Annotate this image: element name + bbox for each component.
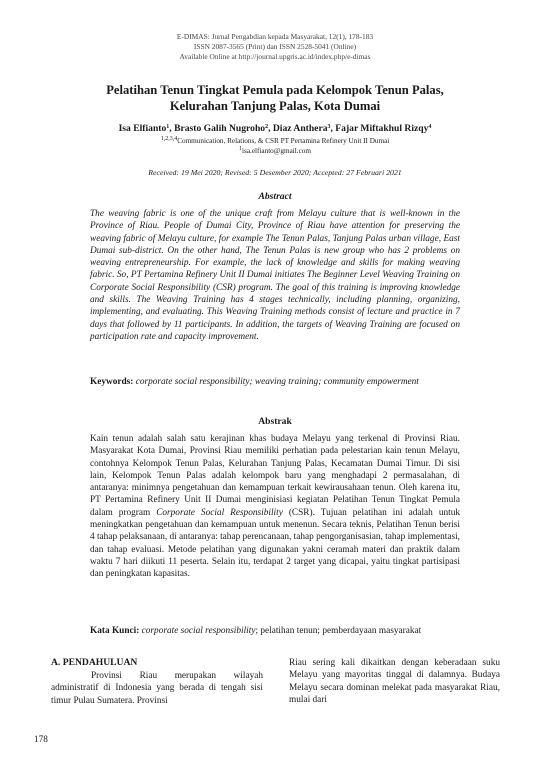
kata-kunci (90, 625, 460, 637)
abstract-heading: Abstract (258, 191, 292, 202)
left-column-text: Provinsi Riau merupakan wilayah administratif di Indonesia yang berada di tengah sisi timur Pulau Sumatera. Provinsi (51, 671, 263, 706)
author-email[interactable]: isa.elfianto@gmail.com (242, 147, 311, 155)
author-sup: 3 (327, 124, 331, 130)
author-list: Isa Elfianto$^1$, Brasto Galih Nugroho$^2$, Diaz Anthera$^3$, Fajar Miftakhul Rizqy$^4$ (118, 123, 432, 134)
title-line-2: Kelurahan Tanjung Palas, Kota Dumai (169, 99, 381, 113)
paper-title (0, 82, 550, 114)
email-sup: 1 (239, 146, 243, 152)
title-line-1: Pelatihan Tenun Tingkat Pemula pada Kelompok Tenun Palas, (106, 83, 444, 97)
page-number: 178 (34, 735, 48, 745)
keywords-text: corporate social responsibility; weaving training; community empowerment (135, 377, 419, 387)
kata-kunci-rest: ; pelatihan tenun; pemberdayaan masyarakat (255, 626, 422, 636)
author-sup: 1 (166, 124, 170, 130)
submission-dates: Received: 19 Mei 2020; Revised: 5 Desember 2020; Accepted: 27 Februari 2021 (148, 168, 402, 177)
affiliation (0, 136, 550, 156)
keywords (90, 376, 460, 388)
journal-url[interactable]: Available Online at http://journal.upgris.ac.id/index.php/e-dimas (179, 52, 371, 61)
author-name: Isa Elfianto (118, 123, 167, 134)
author-name: Brasto Galih Nugroho (174, 123, 266, 134)
journal-header (0, 32, 550, 62)
abstrak-text-part-2: (CSR). Tujuan pelatihan ini adalah untuk meningkatkan pengetahuan dan kemampuan untuk menenun. Secara teknis, Pelatihan Tenun berisi 4 tahap pelaksanaan, di antaranya: tahap perencanaan, tahap pengorganisasian, tahap implementasi, dan tahap evaluasi. Metode pelatihan yang digunakan yakni ceramah materi dan praktik dalam waktu 7 hari diikuti 11 peserta. Selain itu, terdapat 2 target yang dicapai, yaitu tingkat partisipasi dan peningkatan kapasitas. (90, 507, 461, 580)
right-column (289, 657, 500, 706)
affiliation-sup: 1,2,3,4 (160, 136, 178, 142)
journal-issn: ISSN 2087-3565 (Print) dan ISSN 2528-5041 (Online) (193, 42, 357, 51)
section-heading: A. PENDAHULUAN (51, 657, 138, 668)
abstrak-heading: Abstrak (258, 416, 292, 427)
affiliation-text: Communication, Relations, & CSR PT Pertamina Refinery Unit II Dumai (177, 137, 390, 145)
abstract-text: The weaving fabric is one of the unique craft from Melayu culture that is well-known in the Province of Riau. People of Dumai City, Province of Riau have attention for preserving the weaving fabric of Melayu culture, for example The Tenun Palas, Tanjung Palas urban village, East Dumai sub-district. On the other hand, The Tenun Palas is new group who has 2 problems on weaving entrepreneurship. For example, the lack of knowledge and skills for making weaving fabric. So, PT Pertamina Refinery Unit II Dumai initiates The Beginner Level Weaving Training on Corporate Social Responsibility (CSR) program. The goal of this training is improving knowledge and skills. The Weaving Training has 4 stages technically, including planning, organizing, implementing, and evaluating. This Weaving Training methods consist of lecture and practice in 7 days that followed by 11 participants. In addition, the targets of Weaving Training are focused on participation rate and capacity improvement. (90, 209, 460, 342)
author-name: Diaz Anthera (272, 123, 328, 134)
abstrak-text (90, 433, 460, 581)
keywords-label: Keywords: (90, 377, 134, 387)
kata-kunci-italic: corporate social responsibility (141, 626, 256, 636)
journal-citation: E-DIMAS: Jurnal Pengabdian kepada Masyarakat, 12(1), 178-183 (176, 32, 374, 41)
author-name: Fajar Miftakhul Rizqy (335, 123, 429, 134)
author-sup: 2 (265, 124, 269, 130)
kata-kunci-label: Kata Kunci: (90, 626, 140, 636)
abstrak-text-italic: Corporate Social Responsibility (156, 507, 283, 518)
left-column (51, 657, 263, 707)
right-column-text: Riau sering kali dikaitkan dengan keberadaan suku Melayu yang mayoritas tinggal di dalamnya. Budaya Melayu secara dominan melekat pada masyarakat Riau, mulai dari (289, 658, 500, 705)
author-sup: 4 (428, 124, 432, 130)
abstrak-text-part-1: Kain tenun adalah salah satu kerajinan khas budaya Melayu yang terkenal di Provinsi Riau. Masyarakat Kota Dumai, Provinsi Riau memiliki perhatian pada pelestarian kain tenun Melayu, contohnya Kelompok Tenun Palas, Kelurahan Tanjung Palas, Kecamatan Dumai Timur. Di sisi lain, Kelompok Tenun Palas adalah kelompok baru yang menghadapi 2 permasalahan, di antaranya: minimnya pengetahuan dan kemampuan terkait kewirausahaan tenun. Oleh karena itu, PT Pertamina Refinery Unit II Dumai menginisiasi kegiatan Pelatihan Tenun Tingkat Pemula dalam program (90, 434, 460, 518)
